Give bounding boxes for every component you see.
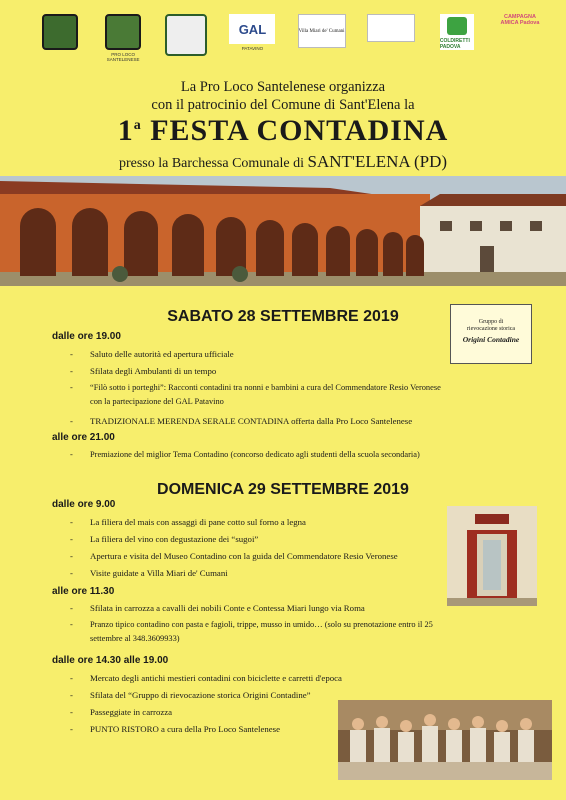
sunday-time-1: dalle ore 9.00: [52, 499, 116, 510]
intro-text: [0, 78, 566, 114]
protezione-civile-logo: [166, 14, 206, 62]
intro-line-1: La Pro Loco Santelenese organizza: [180, 79, 386, 95]
villa-miari-logo: Villa Miari de' Cumani: [299, 14, 345, 62]
esplanade-logo: [368, 14, 414, 62]
barchessa-photo: [0, 176, 566, 286]
pro-loco-logo: PRO LOCO SANTELENESE: [103, 14, 143, 62]
saturday-time-1: dalle ore 19.00: [52, 331, 121, 342]
intro-line-2: con il patrocinio del Comune di Sant'Elena la: [151, 97, 415, 113]
sunday-heading: DOMENICA 29 SETTEMBRE 2019: [157, 481, 409, 498]
sunday-time-3: dalle ore 14.30 alle 19.00: [52, 655, 169, 666]
saturday-time-2: alle ore 21.00: [52, 432, 115, 443]
sunday-time-2: alle ore 11.30: [52, 586, 115, 597]
sponsor-logos: [40, 14, 540, 76]
event-title: 1$^a$ FESTA CONTADINA: [117, 114, 449, 147]
coldiretti-logo: COLDIRETTI PADOVA: [437, 14, 477, 62]
gal-logo: GAL PATAVINO: [229, 14, 275, 62]
campagna-amica-logo: CAMPAGNA AMICA Padova: [500, 14, 540, 26]
saturday-heading: SABATO 28 SETTEMBRE 2019: [167, 308, 399, 325]
museum-door-photo: [447, 506, 537, 606]
event-location: presso la Barchessa Comunale di SANT'ELENA (PD): [118, 152, 448, 171]
costume-group-photo: [338, 700, 552, 780]
coat-of-arms-logo: [40, 14, 80, 62]
origini-contadine-badge: Gruppo di rievocazione storica Origini Contadine: [450, 304, 532, 364]
